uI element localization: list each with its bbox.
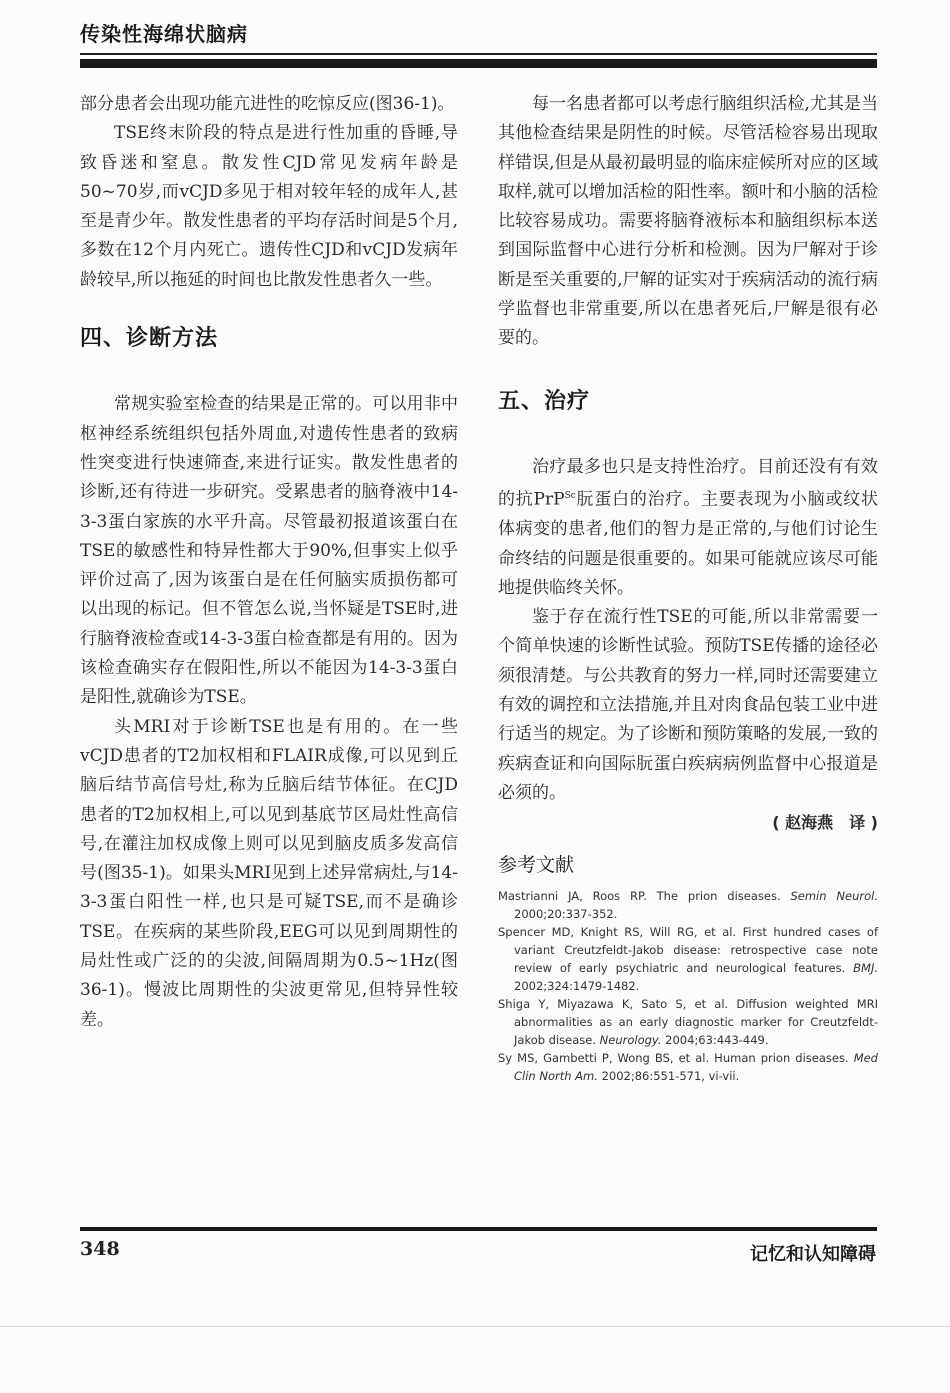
translator-credit: ( 赵海燕 译 ) xyxy=(772,813,878,833)
running-head-title: 传染性海绵状脑病 xyxy=(80,22,248,46)
reference-text: Mastrianni JA, Roos RP. The prion diseases. xyxy=(498,888,791,903)
reference-item xyxy=(498,995,878,1049)
paragraph-text: 朊蛋白的治疗。主要表现为小脑或纹状体病变的患者,他们的智力是正常的,与他们讨论生命终结的问题是很重要的。如果可能就应该尽可能地提供临终关怀。 xyxy=(498,489,878,598)
references-heading: 参考文献 xyxy=(498,854,575,877)
paragraph: 常规实验室检查的结果是正常的。可以用非中枢神经系统组织包括外周血,对遗传性患者的致病性突变进行快速筛查,来进行证实。散发性患者的诊断,还有待进一步研究。受累患者的脑脊液中14-3-3蛋白家族的水平升高。尽管最初报道该蛋白在TSE的敏感性和特异性都大于90%,但事实上似乎评价过高了,因为该蛋白是在任何脑实质损伤都可以出现的标记。但不管怎么说,当怀疑是TSE时,进行脑脊液检查或14-3-3蛋白检查都是有用的。因为该检查确实存在假阳性,所以不能因为14-3-3蛋白是阳性,就确诊为TSE。 xyxy=(80,394,458,708)
reference-citation: 2000;20:337-352. xyxy=(514,906,618,921)
right-column xyxy=(498,90,878,1085)
reference-text: Sy MS, Gambetti P, Wong BS, et al. Human prion diseases. xyxy=(498,1050,854,1065)
footer-rule xyxy=(80,1227,877,1231)
left-column xyxy=(80,90,458,1035)
paragraph: 头MRI对于诊断TSE也是有用的。在一些vCJD患者的T2加权相和FLAIR成像,可以见到丘脑后结节高信号灶,称为丘脑后结节体征。在CJD患者的T2加权相上,可以见到基底节区局灶性高信号,在灌注加权成像上则可以见到脑皮质多发高信号(图35-1)。如果头MRI见到上述异常病灶,与14-3-3蛋白阳性一样,也只是可疑TSE,而不是确诊TSE。在疾病的某些阶段,EEG可以见到周期性的局灶性或广泛的的尖波,间隔周期为0.5~1Hz(图36-1)。慢波比周期性的尖波更常见,但特异性较差。 xyxy=(80,716,458,1030)
reference-journal: BMJ. xyxy=(853,960,878,975)
header-rule-thin xyxy=(80,53,877,55)
reference-citation: 2002;86:551-571, vi-vii. xyxy=(597,1068,740,1083)
section-heading-diagnosis: 四、诊断方法 xyxy=(80,326,219,352)
section-heading-treatment: 五、治疗 xyxy=(498,388,591,414)
reference-journal: Neurology. xyxy=(599,1032,662,1047)
reference-item xyxy=(498,887,878,923)
paragraph xyxy=(498,453,878,603)
reference-item xyxy=(498,1049,878,1085)
reference-journal: Med Clin North Am. xyxy=(514,1050,878,1083)
header-rule-thick xyxy=(80,59,877,68)
reference-citation: 2004;63:443-449. xyxy=(661,1032,769,1047)
references-list xyxy=(498,887,878,1085)
paragraph: 部分患者会出现功能亢进性的吃惊反应(图36-1)。 xyxy=(80,94,455,114)
reference-item xyxy=(498,923,878,995)
reference-journal: Semin Neurol. xyxy=(790,888,878,903)
paragraph: 鉴于存在流行性TSE的可能,所以非常需要一个简单快速的诊断性试验。预防TSE传播的途径必须很清楚。与公共教育的努力一样,同时还需要建立有效的调控和立法措施,并且对肉食品包装工业中进行适当的规定。为了诊断和预防策略的发展,一致的疾病查证和向国际朊蛋白疾病病例监督中心报道是必须的。 xyxy=(498,607,878,803)
reference-text: Spencer MD, Knight RS, Will RG, et al. First hundred cases of variant Creutzfeldt-Jakob disease: retrospective case note review of early psychiatric and neurological features. xyxy=(498,924,878,975)
paragraph: TSE终末阶段的特点是进行性加重的昏睡,导致昏迷和窒息。散发性CJD常见发病年龄是50~70岁,而vCJD多见于相对较年轻的成年人,甚至是青少年。散发性患者的平均存活时间是5个月,多数在12个月内死亡。遗传性CJD和vCJD发病年龄较早,所以拖延的时间也比散发性患者久一些。 xyxy=(80,123,458,290)
reference-citation: 2002;324:1479-1482. xyxy=(514,978,640,993)
scan-edge-line xyxy=(0,1326,950,1327)
paragraph: 每一名患者都可以考虑行脑组织活检,尤其是当其他检查结果是阴性的时候。尽管活检容易出现取样错误,但是从最初最明显的临床症候所对应的区域取样,就可以增加活检的阳性率。额叶和小脑的活检比较容易成功。需要将脑脊液标本和脑组织标本送到国际监督中心进行分析和检测。因为尸解对于诊断是至关重要的,尸解的证实对于疾病活动的流行病学监督也非常重要,所以在患者死后,尸解是很有必要的。 xyxy=(498,94,878,349)
paragraph-text: 治疗最多也只是支持性治疗。目前还没有有效的抗PrP xyxy=(498,456,878,510)
reference-text: Shiga Y, Miyazawa K, Sato S, et al. Diffusion weighted MRI abnormalities as an early diagnostic marker for Creutzfeldt-Jakob disease. xyxy=(498,996,878,1047)
page-number: 348 xyxy=(80,1238,120,1260)
superscript: Sc xyxy=(564,491,576,502)
book-title: 记忆和认知障碍 xyxy=(750,1244,876,1265)
